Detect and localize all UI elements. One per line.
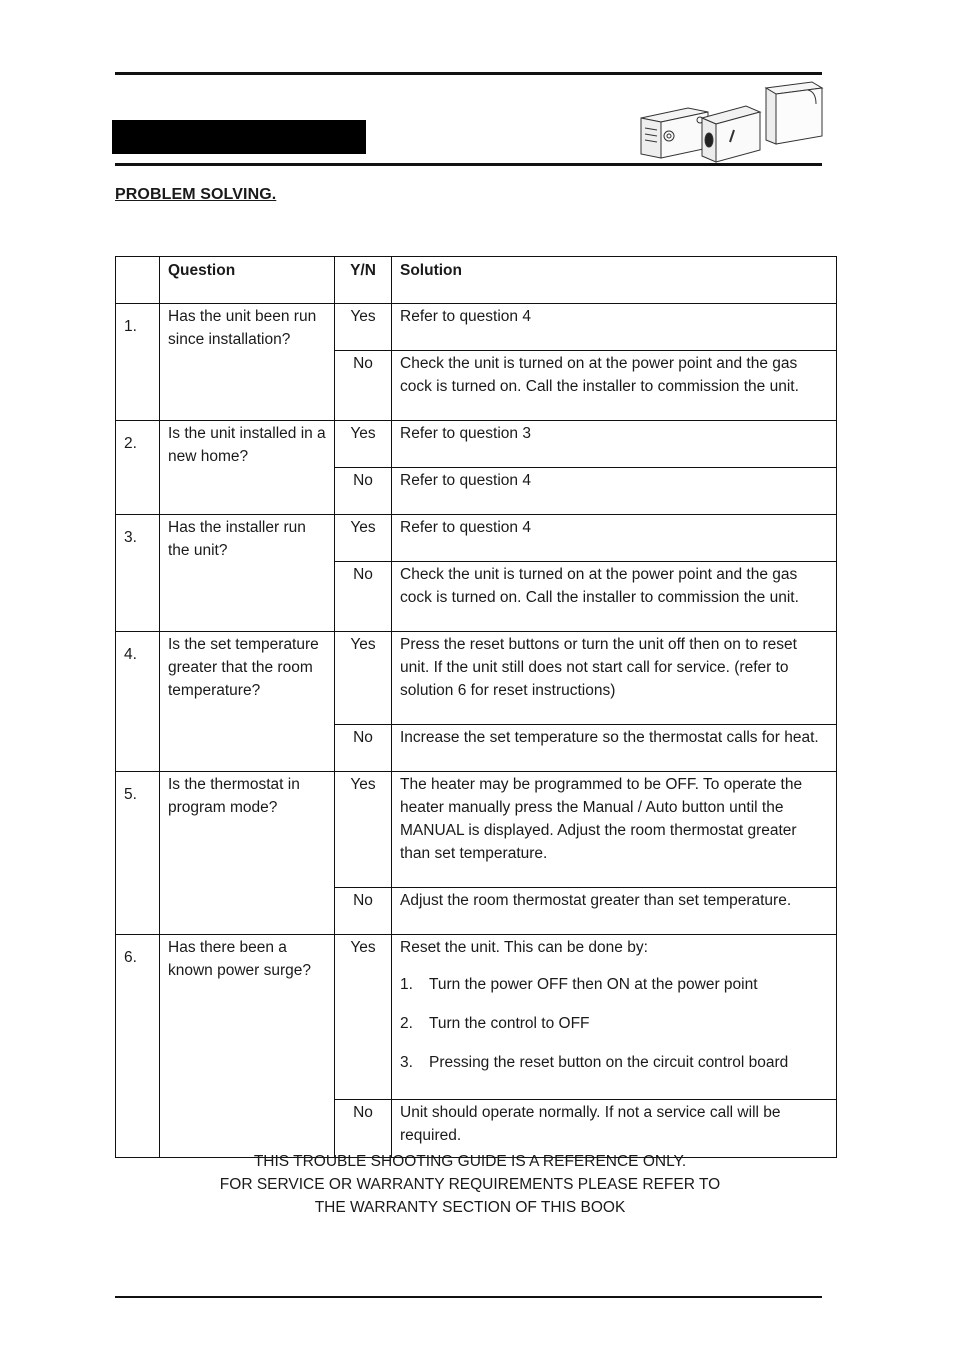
answer-yn: No: [335, 725, 392, 772]
table-header-row: [116, 257, 837, 304]
footer-line: THE WARRANTY SECTION OF THIS BOOK: [314, 1199, 626, 1216]
answer-yn: No: [335, 888, 392, 935]
question-number: 4.: [116, 632, 160, 772]
answer-yn: Yes: [335, 421, 392, 468]
table-row: [116, 304, 837, 351]
question-number: 5.: [116, 772, 160, 935]
answer-yn: Yes: [335, 632, 392, 725]
question-text: Is the set temperature greater that the room temperature?: [160, 632, 335, 772]
bottom-rule: [115, 1296, 822, 1298]
question-text: Is the thermostat in program mode?: [160, 772, 335, 935]
solution-text: [392, 935, 837, 1100]
answer-yn: No: [335, 351, 392, 421]
header-title-bar: [112, 120, 366, 154]
table-row: [116, 935, 837, 1100]
question-number: 2.: [116, 421, 160, 515]
solution-text: Refer to question 4: [392, 304, 837, 351]
table-row: [116, 421, 837, 468]
heater-units-illustration: [636, 78, 826, 164]
footer-line: FOR SERVICE OR WARRANTY REQUIREMENTS PLEASE REFER TO: [219, 1176, 721, 1193]
answer-yn: No: [335, 468, 392, 515]
table-row: [116, 772, 837, 888]
question-number: 1.: [116, 304, 160, 421]
troubleshooting-table: [115, 256, 837, 1158]
answer-yn: Yes: [335, 304, 392, 351]
reset-steps-list: [400, 973, 828, 1074]
question-text: Has the installer run the unit?: [160, 515, 335, 632]
solution-text: Check the unit is turned on at the power point and the gas cock is turned on. Call the installer to commission the unit.: [392, 351, 837, 421]
header-question: Question: [160, 257, 335, 304]
answer-yn: Yes: [335, 772, 392, 888]
question-number: 3.: [116, 515, 160, 632]
answer-yn: Yes: [335, 935, 392, 1100]
solution-intro: Reset the unit. This can be done by:: [400, 939, 648, 956]
solution-text: Refer to question 3: [392, 421, 837, 468]
question-number: 6.: [116, 935, 160, 1158]
footer-line: THIS TROUBLE SHOOTING GUIDE IS A REFERENCE ONLY.: [253, 1153, 687, 1170]
answer-yn: No: [335, 562, 392, 632]
solution-text: The heater may be programmed to be OFF. To operate the heater manually press the Manual / Auto button until the MANUAL is displayed. Adjust the room thermostat greater than set temperature.: [392, 772, 837, 888]
answer-yn: Yes: [335, 515, 392, 562]
top-rule: [115, 72, 822, 75]
footer-note: [115, 1150, 825, 1219]
solution-text: Refer to question 4: [392, 468, 837, 515]
question-text: Has there been a known power surge?: [160, 935, 335, 1158]
solution-text: Press the reset buttons or turn the unit off then on to reset unit. If the unit still does not start call for service. (refer to solution 6 for reset instructions): [392, 632, 837, 725]
list-item: 2. Turn the control to OFF: [400, 1015, 590, 1032]
header-solution: Solution: [392, 257, 837, 304]
solution-text: Unit should operate normally. If not a service call will be required.: [392, 1100, 837, 1158]
answer-yn: No: [335, 1100, 392, 1158]
solution-text: Check the unit is turned on at the power point and the gas cock is turned on. Call the installer to commission the unit.: [392, 562, 837, 632]
list-item: 1. Turn the power OFF then ON at the power point: [400, 976, 758, 993]
question-text: Has the unit been run since installation?: [160, 304, 335, 421]
header-yn: Y/N: [335, 257, 392, 304]
solution-text: Adjust the room thermostat greater than set temperature.: [392, 888, 837, 935]
table-row: [116, 632, 837, 725]
solution-text: Increase the set temperature so the thermostat calls for heat.: [392, 725, 837, 772]
table-row: [116, 515, 837, 562]
header-bottom-rule: [115, 163, 822, 166]
list-item: 3. Pressing the reset button on the circuit control board: [400, 1054, 789, 1071]
section-title: PROBLEM SOLVING.: [115, 186, 277, 203]
question-text: Is the unit installed in a new home?: [160, 421, 335, 515]
solution-text: Refer to question 4: [392, 515, 837, 562]
header-number: [116, 257, 160, 304]
